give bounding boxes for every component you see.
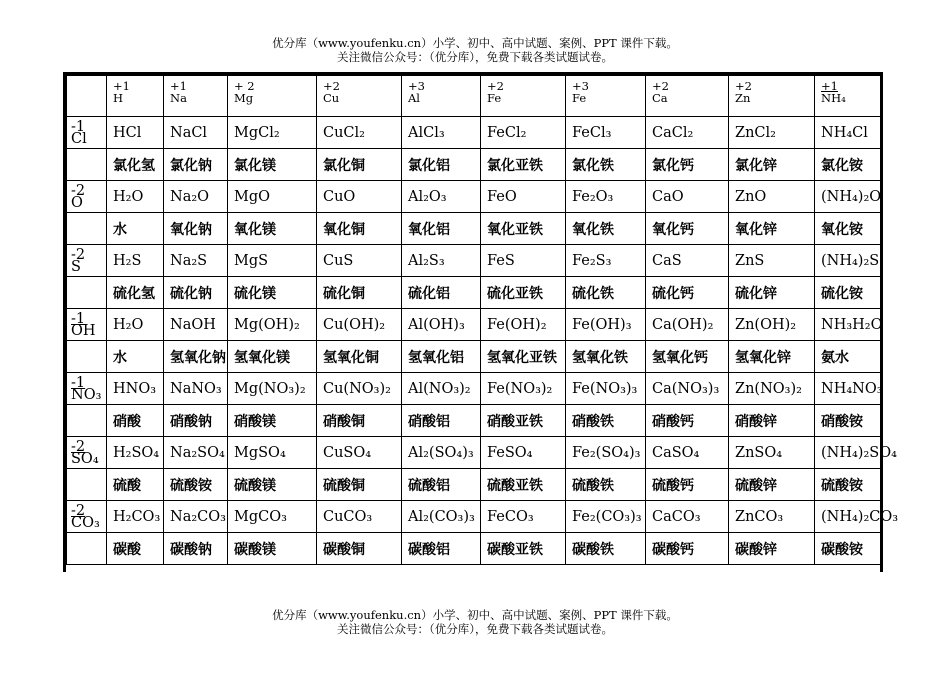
formula-cell: FeCl₂ [481,117,566,149]
anion-symbol: S [71,258,81,275]
anion-symbol: Cl [71,130,87,147]
compound-name-cell: 碳酸钠 [164,533,228,565]
anion-charge: -2 [71,502,86,519]
empty-anion-cell [67,405,107,437]
compound-name-cell: 氧化铵 [815,213,881,245]
formula-cell: Na₂CO₃ [164,501,228,533]
compound-name-cell: 碳酸铝 [402,533,481,565]
cation-charge: +2 [487,79,504,93]
formula-cell: ZnCl₂ [729,117,815,149]
formula-cell: Al₂O₃ [402,181,481,213]
footer-line-1: 优分库（www.youfenku.cn）小学、初中、高中试题、案例、PPT 课件下载。 [272,608,678,622]
formula-row [67,309,881,341]
formula-cell: Mg(NO₃)₂ [228,373,317,405]
formula-cell: FeSO₄ [481,437,566,469]
compound-name-cell: 硫酸铝 [402,469,481,501]
compound-name-cell: 硝酸铁 [566,405,646,437]
compound-name-cell: 硝酸钠 [164,405,228,437]
cation-symbol: Fe [487,91,502,105]
anion-charge: -1 [71,310,86,327]
formula-cell: ZnS [729,245,815,277]
formula-cell: Na₂O [164,181,228,213]
formula-cell: CaSO₄ [646,437,729,469]
anion-charge: -1 [71,374,86,391]
cation-charge: +3 [572,79,589,93]
cation-symbol: Al [408,91,420,105]
formula-cell: MgSO₄ [228,437,317,469]
anion-symbol: NO₃ [71,386,102,403]
formula-cell: Fe₂(SO₄)₃ [566,437,646,469]
formula-cell: MgO [228,181,317,213]
compound-name-cell: 硝酸亚铁 [481,405,566,437]
formula-cell: CaCO₃ [646,501,729,533]
compound-name-cell: 氢氧化镁 [228,341,317,373]
compound-name-cell: 氧化铜 [317,213,402,245]
empty-anion-cell [67,213,107,245]
compound-name-cell: 水 [107,213,164,245]
compound-name-cell: 氯化铜 [317,149,402,181]
formula-cell: CaO [646,181,729,213]
anion-cell [67,501,107,533]
page-header [0,36,950,64]
formula-cell: Fe(OH)₂ [481,309,566,341]
formula-row [67,245,881,277]
corner-cell [67,76,107,117]
formula-cell: Al(OH)₃ [402,309,481,341]
compound-name-cell: 氢氧化锌 [729,341,815,373]
formula-cell: CuCO₃ [317,501,402,533]
compound-name-cell: 碳酸钙 [646,533,729,565]
empty-anion-cell [67,533,107,565]
cation-header-cell [228,76,317,117]
compound-name-cell: 碳酸 [107,533,164,565]
compound-name-cell: 碳酸铜 [317,533,402,565]
header-line-1: 优分库（www.youfenku.cn）小学、初中、高中试题、案例、PPT 课件下载。 [272,36,678,50]
compound-name-cell: 硫化镁 [228,277,317,309]
compound-name-cell: 水 [107,341,164,373]
formula-cell: NH₄NO₃ [815,373,881,405]
compound-name-cell: 硫化锌 [729,277,815,309]
formula-cell: MgCO₃ [228,501,317,533]
compound-name-cell: 氧化铝 [402,213,481,245]
compound-name-cell: 氢氧化铝 [402,341,481,373]
compound-name-cell: 硫化铁 [566,277,646,309]
formula-cell: Al₂S₃ [402,245,481,277]
anion-symbol: O [71,194,83,211]
compound-name-cell: 硫酸铁 [566,469,646,501]
formula-cell: CaCl₂ [646,117,729,149]
formula-cell: CuS [317,245,402,277]
cation-symbol: Ca [652,91,668,105]
cation-charge: +3 [408,79,425,93]
cation-header-cell [402,76,481,117]
formula-cell: (NH₄)₂SO₄ [815,437,881,469]
formula-cell: H₂CO₃ [107,501,164,533]
compound-name-cell: 硫化亚铁 [481,277,566,309]
compound-name-cell: 碳酸锌 [729,533,815,565]
name-row [67,469,881,501]
formula-cell: NH₄Cl [815,117,881,149]
cation-symbol: Na [170,91,187,105]
formula-cell: H₂O [107,309,164,341]
compound-name-cell: 氯化钙 [646,149,729,181]
compound-name-cell: 硫化铜 [317,277,402,309]
compound-name-cell: 硫酸铵 [815,469,881,501]
compound-name-cell: 氯化亚铁 [481,149,566,181]
formula-cell: AlCl₃ [402,117,481,149]
formula-cell: ZnCO₃ [729,501,815,533]
formula-cell: NaNO₃ [164,373,228,405]
compound-name-cell: 氯化氢 [107,149,164,181]
formula-cell: Fe(OH)₃ [566,309,646,341]
formula-cell: CaS [646,245,729,277]
compound-name-cell: 氧化亚铁 [481,213,566,245]
name-row [67,405,881,437]
formula-cell: Cu(NO₃)₂ [317,373,402,405]
name-row [67,341,881,373]
formula-cell: Ca(NO₃)₃ [646,373,729,405]
anion-cell [67,245,107,277]
formula-cell: Mg(OH)₂ [228,309,317,341]
compound-name-cell: 氧化钙 [646,213,729,245]
formula-row [67,437,881,469]
formula-cell: FeCO₃ [481,501,566,533]
cation-header-cell [481,76,566,117]
compound-name-cell: 氧化锌 [729,213,815,245]
cation-symbol: H [113,91,124,105]
compound-name-cell: 硫酸亚铁 [481,469,566,501]
anion-cell [67,117,107,149]
cation-symbol: Mg [234,91,254,105]
formula-cell: (NH₄)₂S [815,245,881,277]
compound-name-cell: 氯化铵 [815,149,881,181]
formula-cell: ZnO [729,181,815,213]
cation-symbol: Zn [735,91,751,105]
compound-name-cell: 硫化氢 [107,277,164,309]
cation-header-cell [646,76,729,117]
formula-cell: Zn(NO₃)₂ [729,373,815,405]
formula-cell: FeCl₃ [566,117,646,149]
compound-name-cell: 硝酸铝 [402,405,481,437]
anion-charge: -2 [71,438,86,455]
compound-name-cell: 硫化钠 [164,277,228,309]
cation-header-cell [566,76,646,117]
compound-name-cell: 硫酸镁 [228,469,317,501]
compound-name-cell: 氯化铝 [402,149,481,181]
footer-line-2: 关注微信公众号：（优分库），免费下载各类试题试卷。 [337,622,613,636]
cation-charge: +1 [170,79,187,93]
cation-header-cell [164,76,228,117]
compound-name-cell: 碳酸亚铁 [481,533,566,565]
compound-name-cell: 氯化锌 [729,149,815,181]
compound-name-cell: 碳酸铵 [815,533,881,565]
formula-cell: NaOH [164,309,228,341]
compound-name-cell: 硝酸钙 [646,405,729,437]
compound-name-cell: 硝酸 [107,405,164,437]
formula-cell: Al₂(SO₄)₃ [402,437,481,469]
compound-table [63,72,899,572]
formula-cell: MgS [228,245,317,277]
name-row [67,213,881,245]
cation-header-cell [107,76,164,117]
compound-name-cell: 硝酸锌 [729,405,815,437]
formula-cell: Ca(OH)₂ [646,309,729,341]
formula-cell: Fe(NO₃)₃ [566,373,646,405]
formula-cell: ZnSO₄ [729,437,815,469]
compound-name-cell: 氯化铁 [566,149,646,181]
anion-symbol: OH [71,322,96,339]
formula-cell: Fe₂(CO₃)₃ [566,501,646,533]
compound-name-cell: 氧化铁 [566,213,646,245]
cation-symbol: Cu [323,91,340,105]
compound-name-cell: 硝酸镁 [228,405,317,437]
compound-name-cell: 硫酸 [107,469,164,501]
cation-charge: +1 [113,79,130,93]
formula-cell: FeO [481,181,566,213]
compound-name-cell: 硫化铵 [815,277,881,309]
compound-name-cell: 氢氧化铁 [566,341,646,373]
anion-cell [67,181,107,213]
formula-cell: (NH₄)₂CO₃ [815,501,881,533]
formula-cell: NH₃H₂O [815,309,881,341]
header-line-2: 关注微信公众号：（优分库），免费下载各类试题试卷。 [337,50,613,64]
empty-anion-cell [67,277,107,309]
formula-cell: H₂SO₄ [107,437,164,469]
compound-name-cell: 氢氧化钙 [646,341,729,373]
cation-charge: +1 [821,79,838,93]
formula-cell: Na₂S [164,245,228,277]
compound-name-cell: 硝酸铜 [317,405,402,437]
cation-charge: +2 [735,79,752,93]
formula-cell: H₂S [107,245,164,277]
compound-name-cell: 氢氧化铜 [317,341,402,373]
compound-name-cell: 硫酸铵 [164,469,228,501]
formula-cell: Fe₂S₃ [566,245,646,277]
formula-cell: H₂O [107,181,164,213]
anion-symbol: CO₃ [71,514,100,531]
compound-name-cell: 硝酸铵 [815,405,881,437]
cation-header-cell [815,76,881,117]
formula-row [67,501,881,533]
formula-row [67,181,881,213]
formula-cell: Zn(OH)₂ [729,309,815,341]
compound-name-cell: 硫化钙 [646,277,729,309]
cation-charge: +2 [323,79,340,93]
cation-symbol: NH₄ [821,91,846,105]
formula-cell: CuCl₂ [317,117,402,149]
name-row [67,149,881,181]
formula-cell: Cu(OH)₂ [317,309,402,341]
formula-cell: CuSO₄ [317,437,402,469]
formula-cell: HNO₃ [107,373,164,405]
compound-name-cell: 氢氧化亚铁 [481,341,566,373]
anion-cell [67,309,107,341]
cation-symbol: Fe [572,91,587,105]
compound-name-cell: 硫化铝 [402,277,481,309]
cation-header-row [67,76,881,117]
anion-symbol: SO₄ [71,450,99,467]
compound-name-cell: 硫酸锌 [729,469,815,501]
formula-cell: HCl [107,117,164,149]
formula-cell: (NH₄)₂O [815,181,881,213]
formula-cell: NaCl [164,117,228,149]
compound-name-cell: 氨水 [815,341,881,373]
cation-header-cell [317,76,402,117]
formula-cell: FeS [481,245,566,277]
cation-charge: +2 [652,79,669,93]
name-row [67,277,881,309]
cation-charge: + 2 [234,79,255,93]
formula-row [67,373,881,405]
compound-name-cell: 碳酸镁 [228,533,317,565]
compound-name-cell: 氯化镁 [228,149,317,181]
formula-cell: Fe₂O₃ [566,181,646,213]
formula-cell: Al(NO₃)₂ [402,373,481,405]
anion-charge: -2 [71,246,86,263]
empty-anion-cell [67,469,107,501]
cation-header-cell [729,76,815,117]
compound-name-cell: 氯化钠 [164,149,228,181]
compound-name-cell: 氢氧化钠 [164,341,228,373]
compound-name-cell: 硫酸铜 [317,469,402,501]
empty-anion-cell [67,341,107,373]
formula-cell: Al₂(CO₃)₃ [402,501,481,533]
compound-name-cell: 氧化钠 [164,213,228,245]
formula-cell: Na₂SO₄ [164,437,228,469]
formula-cell: Fe(NO₃)₂ [481,373,566,405]
anion-cell [67,437,107,469]
page-footer [0,608,950,636]
name-row [67,533,881,565]
formula-cell: MgCl₂ [228,117,317,149]
compound-name-cell: 氧化镁 [228,213,317,245]
empty-anion-cell [67,149,107,181]
formula-cell: CuO [317,181,402,213]
anion-charge: -2 [71,182,86,199]
formula-row [67,117,881,149]
compound-name-cell: 碳酸铁 [566,533,646,565]
anion-cell [67,373,107,405]
anion-charge: -1 [71,118,86,135]
compound-name-cell: 硫酸钙 [646,469,729,501]
